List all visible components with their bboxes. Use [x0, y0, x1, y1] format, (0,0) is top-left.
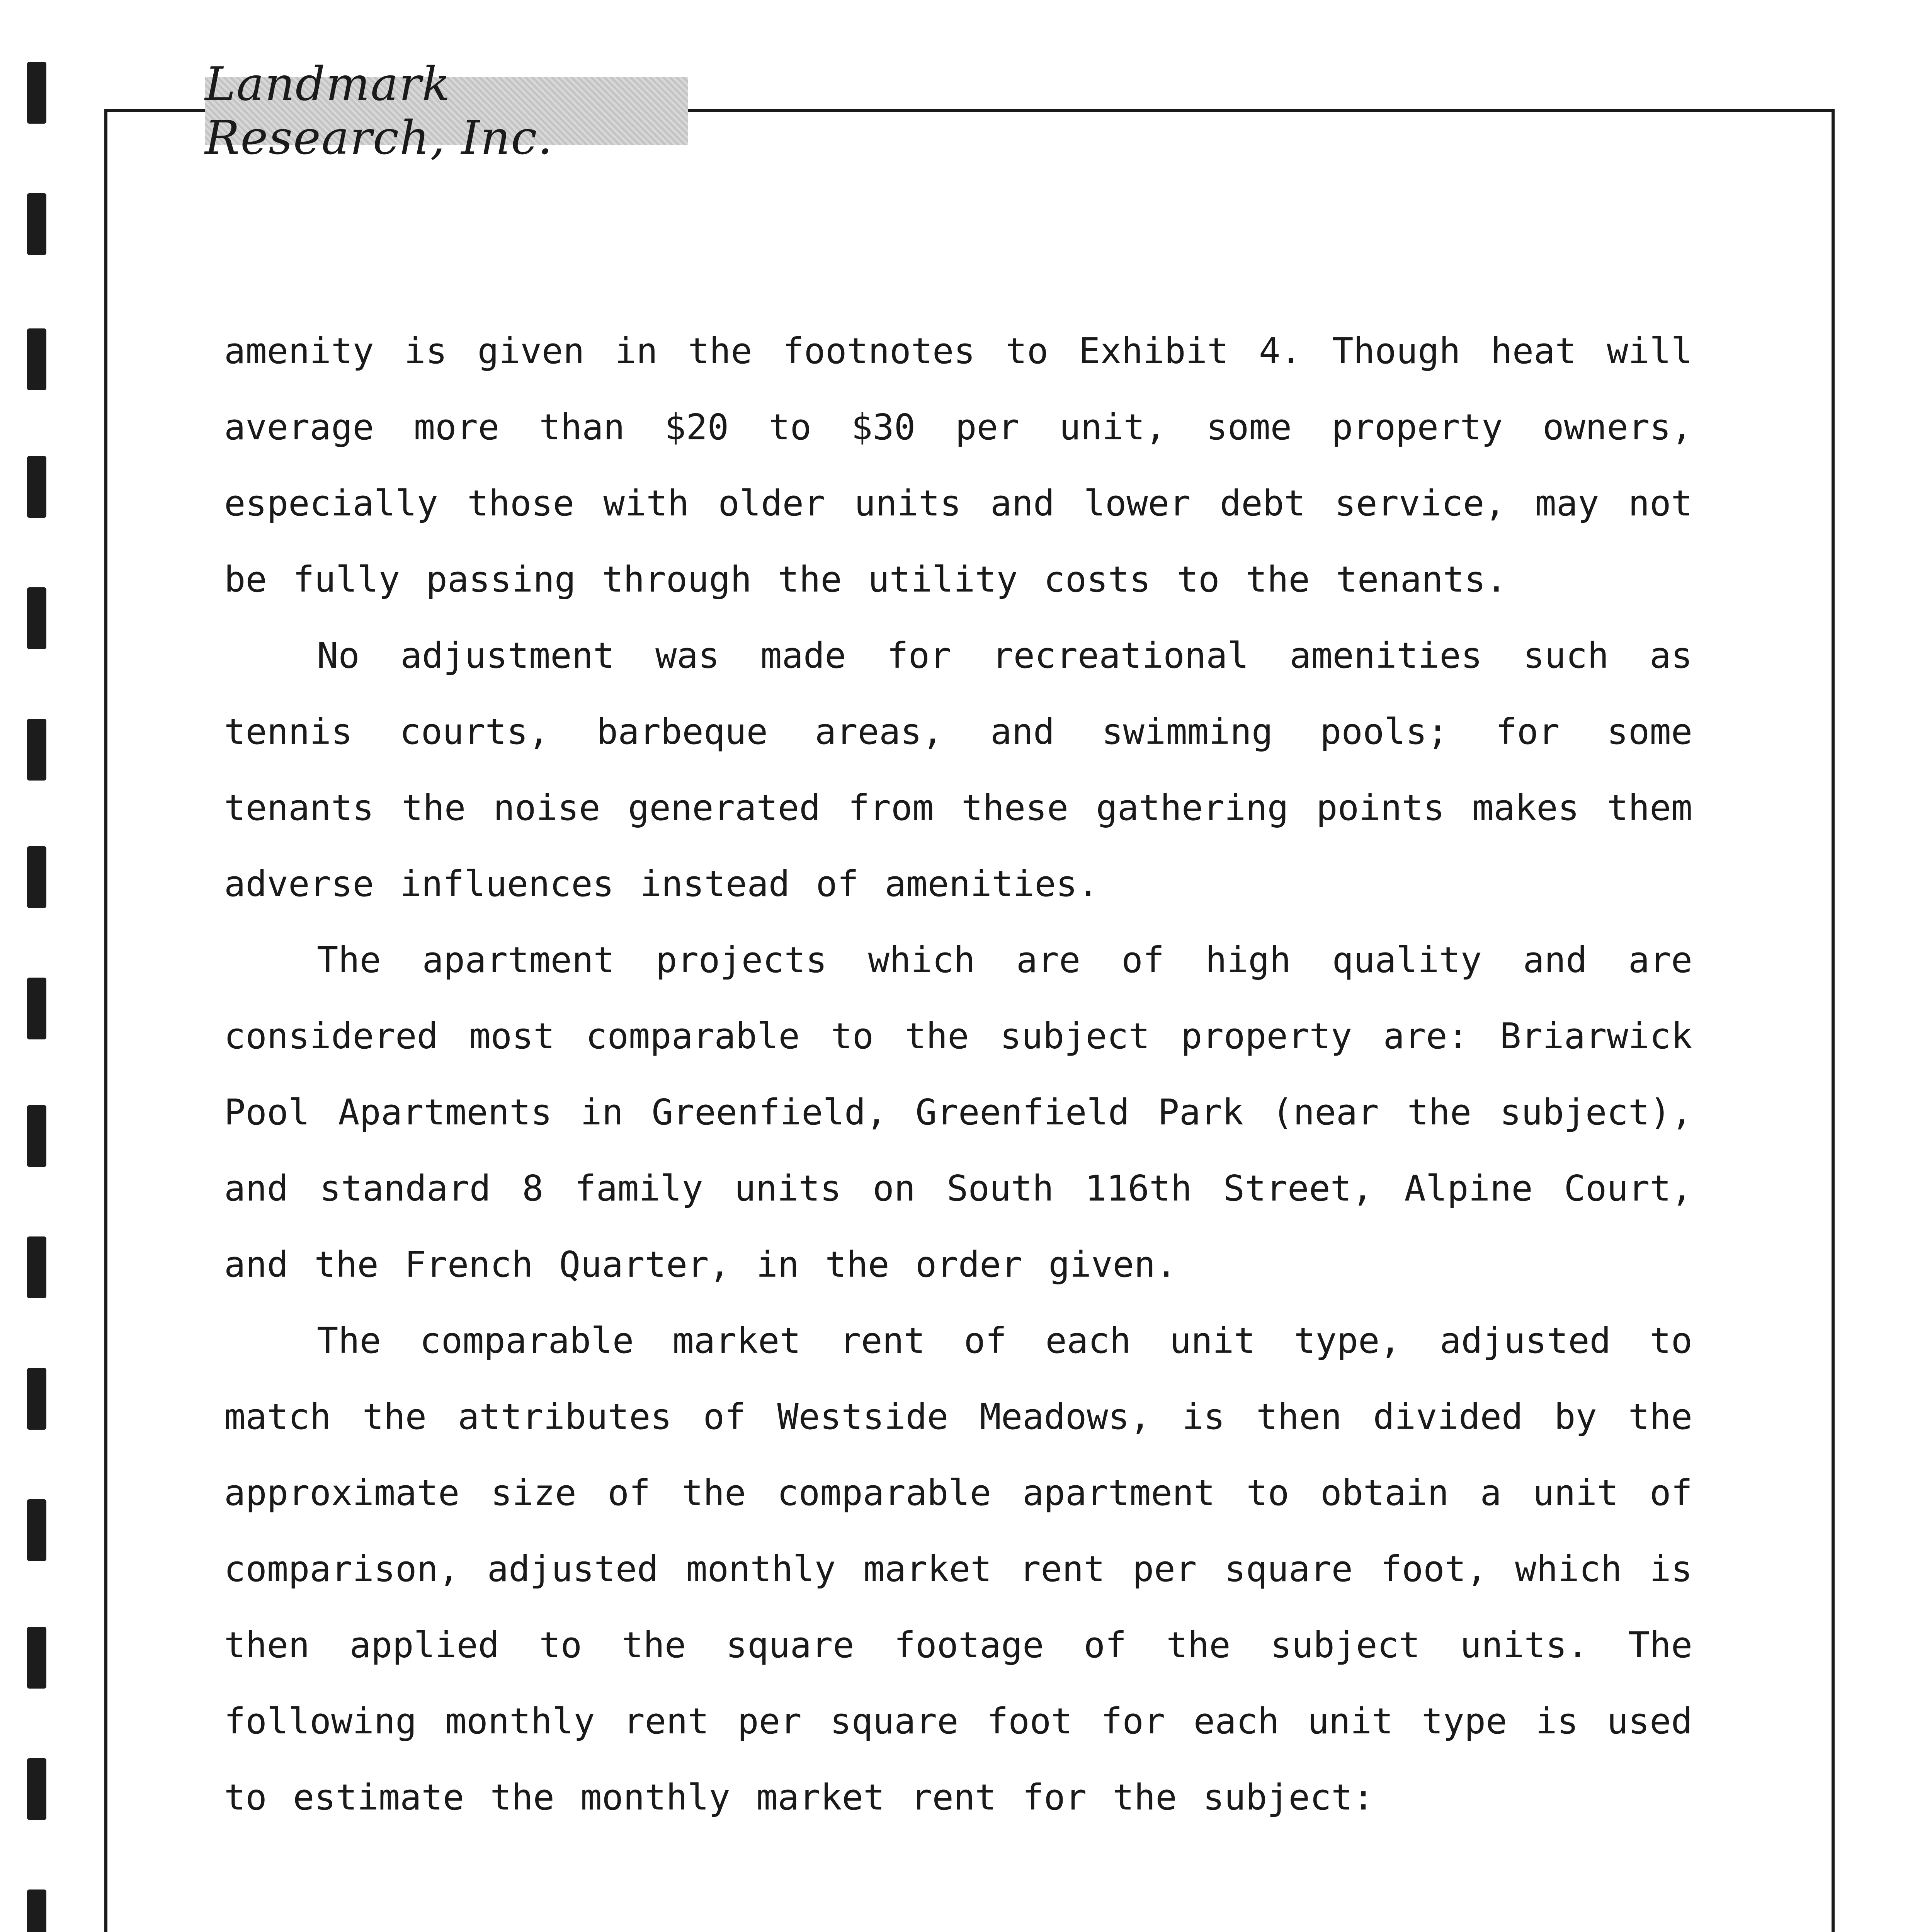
logo-text: Landmark Research, Inc.	[205, 57, 553, 165]
binding-hole	[27, 719, 46, 781]
binding-hole	[27, 328, 46, 390]
paragraph-4: The comparable market rent of each unit type, adjusted to match the attributes of Westside Meadows, is then divided by the approximate size of the comparable apartment to obtain a unit of comparison, adjusted monthly market rent per square foot, which is then applied to the square footage of the subject units. The following monthly rent per square foot for each unit type is used to estimate the monthly market rent for the subject:	[224, 1320, 1692, 1818]
binding-hole	[27, 456, 46, 518]
document-body	[224, 313, 1692, 1835]
binding-hole	[27, 1368, 46, 1430]
binding-hole	[27, 978, 46, 1039]
paragraph-1: amenity is given in the footnotes to Exhibit 4. Though heat will average more than $20 to $30 per unit, some property owners, especially those with older units and lower debt service, may not be fully passing through the utility costs to the tenants.	[224, 330, 1692, 600]
binding-hole	[27, 1499, 46, 1561]
company-logo	[205, 57, 688, 165]
binding-hole	[27, 1105, 46, 1167]
binding-hole	[27, 193, 46, 255]
binding-hole	[27, 846, 46, 908]
binding-hole	[27, 1889, 46, 1932]
binding-hole	[27, 1758, 46, 1820]
binding-hole	[27, 62, 46, 124]
binding-hole	[27, 1236, 46, 1298]
binding-hole	[27, 587, 46, 649]
paragraph-2: No adjustment was made for recreational amenities such as tennis courts, barbeque areas, and swimming pools; for some tenants the noise generated from these gathering points makes them adverse influences instead of amenities.	[224, 635, 1692, 905]
binding-hole	[27, 1627, 46, 1689]
paragraph-3: The apartment projects which are of high quality and are considered most comparable to the subject property are: Briarwick Pool Apartments in Greenfield, Greenfield Park (near the subject), and standard 8 family units on South 116th Street, Alpine Court, and the French Quarter, in the order given.	[224, 939, 1692, 1285]
